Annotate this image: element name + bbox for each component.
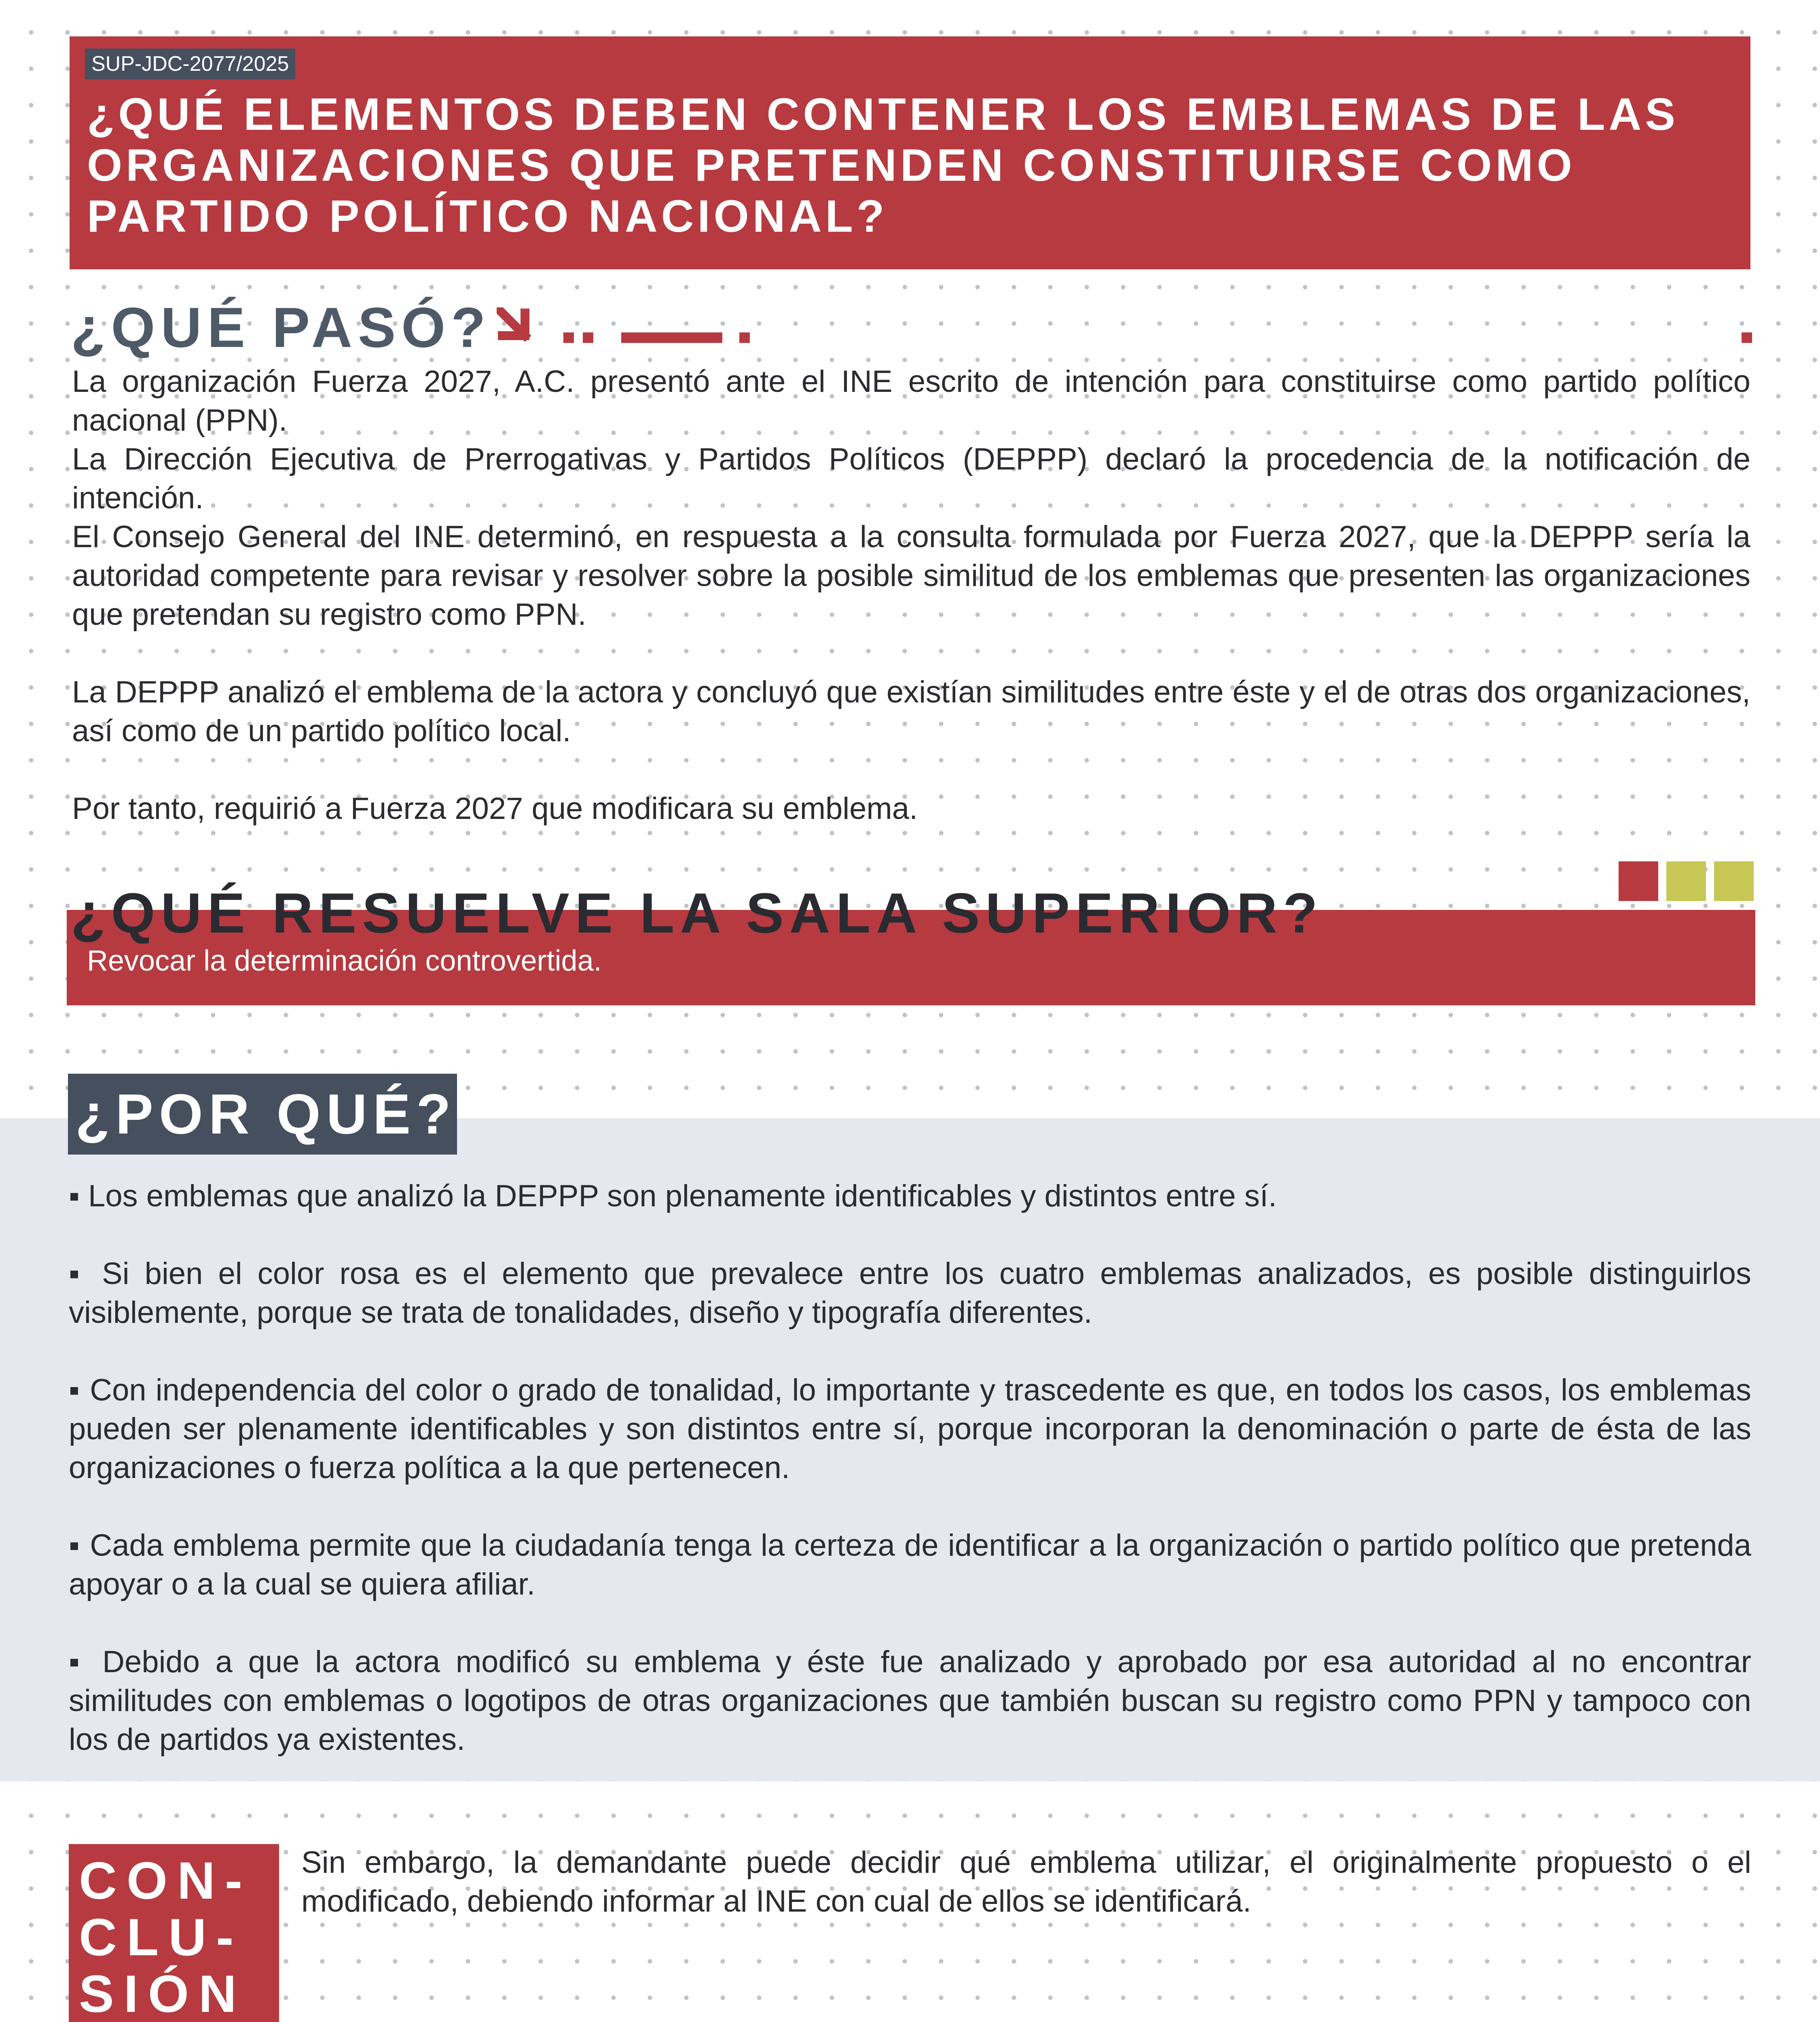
decorative-arrow-line xyxy=(497,307,1759,352)
list-item: ▪ Si bien el color rosa es el elemento que prevalece entre los cuatro emblemas analizados, es posible distinguirlos visiblemente, porque se trata de tonalidades, diseño y tipografía diferentes. xyxy=(69,1256,1751,1330)
por-que-list xyxy=(69,1177,1751,1759)
por-que-title: ¿POR QUÉ? xyxy=(68,1074,457,1155)
resuelve-title: ¿QUÉ RESUELVE LA SALA SUPERIOR? xyxy=(71,881,1323,945)
resuelve-answer: Revocar la determinación controvertida. xyxy=(87,945,602,977)
case-number-badge: SUP-JDC-2077/2025 xyxy=(85,49,295,79)
list-item: ▪ Los emblemas que analizó la DEPPP son plenamente identificables y distintos entre sí. xyxy=(69,1179,1277,1213)
que-paso-paragraph: La Dirección Ejecutiva de Prerrogativas y Partidos Políticos (DEPPP) declaró la procedencia de la notificación de intención. xyxy=(72,442,1750,515)
decorative-square-olive xyxy=(1714,861,1754,901)
que-paso-paragraph: El Consejo General del INE determinó, en respuesta a la consulta formulada por Fuerza 2027, que la DEPPP sería la autoridad competente para revisar y resolver sobre la posible similitud de los emblemas que presenten las organizaciones que pretendan su registro como PPN. xyxy=(72,520,1750,632)
conclusion-label-line: CON- xyxy=(79,1851,252,1910)
conclusion-text: Sin embargo, la demandante puede decidir qué emblema utilizar, el originalmente propuesto o el modificado, debiendo informar al INE con cual de ellos se identificará. xyxy=(301,1845,1751,1918)
decorative-square-olive xyxy=(1666,861,1706,901)
que-paso-paragraph: La organización Fuerza 2027, A.C. presentó ante el INE escrito de intención para constituirse como partido político nacional (PPN). xyxy=(72,364,1750,438)
page-title: ¿QUÉ ELEMENTOS DEBEN CONTENER LOS EMBLEMAS DE LAS ORGANIZACIONES QUE PRETENDEN CONSTITUIRSE COMO PARTIDO POLÍTICO NACIONAL? xyxy=(87,89,1679,241)
arrow-down-right-icon xyxy=(500,311,525,336)
list-item: ▪ Debido a que la actora modificó su emblema y éste fue analizado y aprobado por esa autoridad al no encontrar similitudes con emblemas o logotipos de otras organizaciones que también buscan su registro como PPN y tampoco con los de partidos ya existentes. xyxy=(69,1645,1751,1757)
conclusion-label xyxy=(69,1844,279,2022)
que-paso-text xyxy=(72,362,1750,828)
list-item: ▪ Cada emblema permite que la ciudadanía tenga la certeza de identificar a la organización o partido político que pretenda apoyar o a la cual se quiera afiliar. xyxy=(69,1528,1751,1601)
conclusion-label-line: CLU- xyxy=(79,1908,243,1967)
que-paso-paragraph: Por tanto, requirió a Fuerza 2027 que modificara su emblema. xyxy=(72,791,918,826)
decorative-square-red xyxy=(1619,861,1658,901)
conclusion-label-line: SIÓN xyxy=(79,1964,246,2022)
list-item: ▪ Con independencia del color o grado de tonalidad, lo importante y trascedente es que, en todos los casos, los emblemas pueden ser plenamente identificables y son distintos entre sí, porque incorporan la denominación o parte de ésta de las organizaciones o fuerza política a la que pertenecen. xyxy=(69,1373,1751,1485)
que-paso-paragraph: La DEPPP analizó el emblema de la actora y concluyó que existían similitudes entre éste y el de otras dos organizaciones, así como de un partido político local. xyxy=(72,675,1750,748)
que-paso-title: ¿QUÉ PASÓ? xyxy=(71,296,491,359)
